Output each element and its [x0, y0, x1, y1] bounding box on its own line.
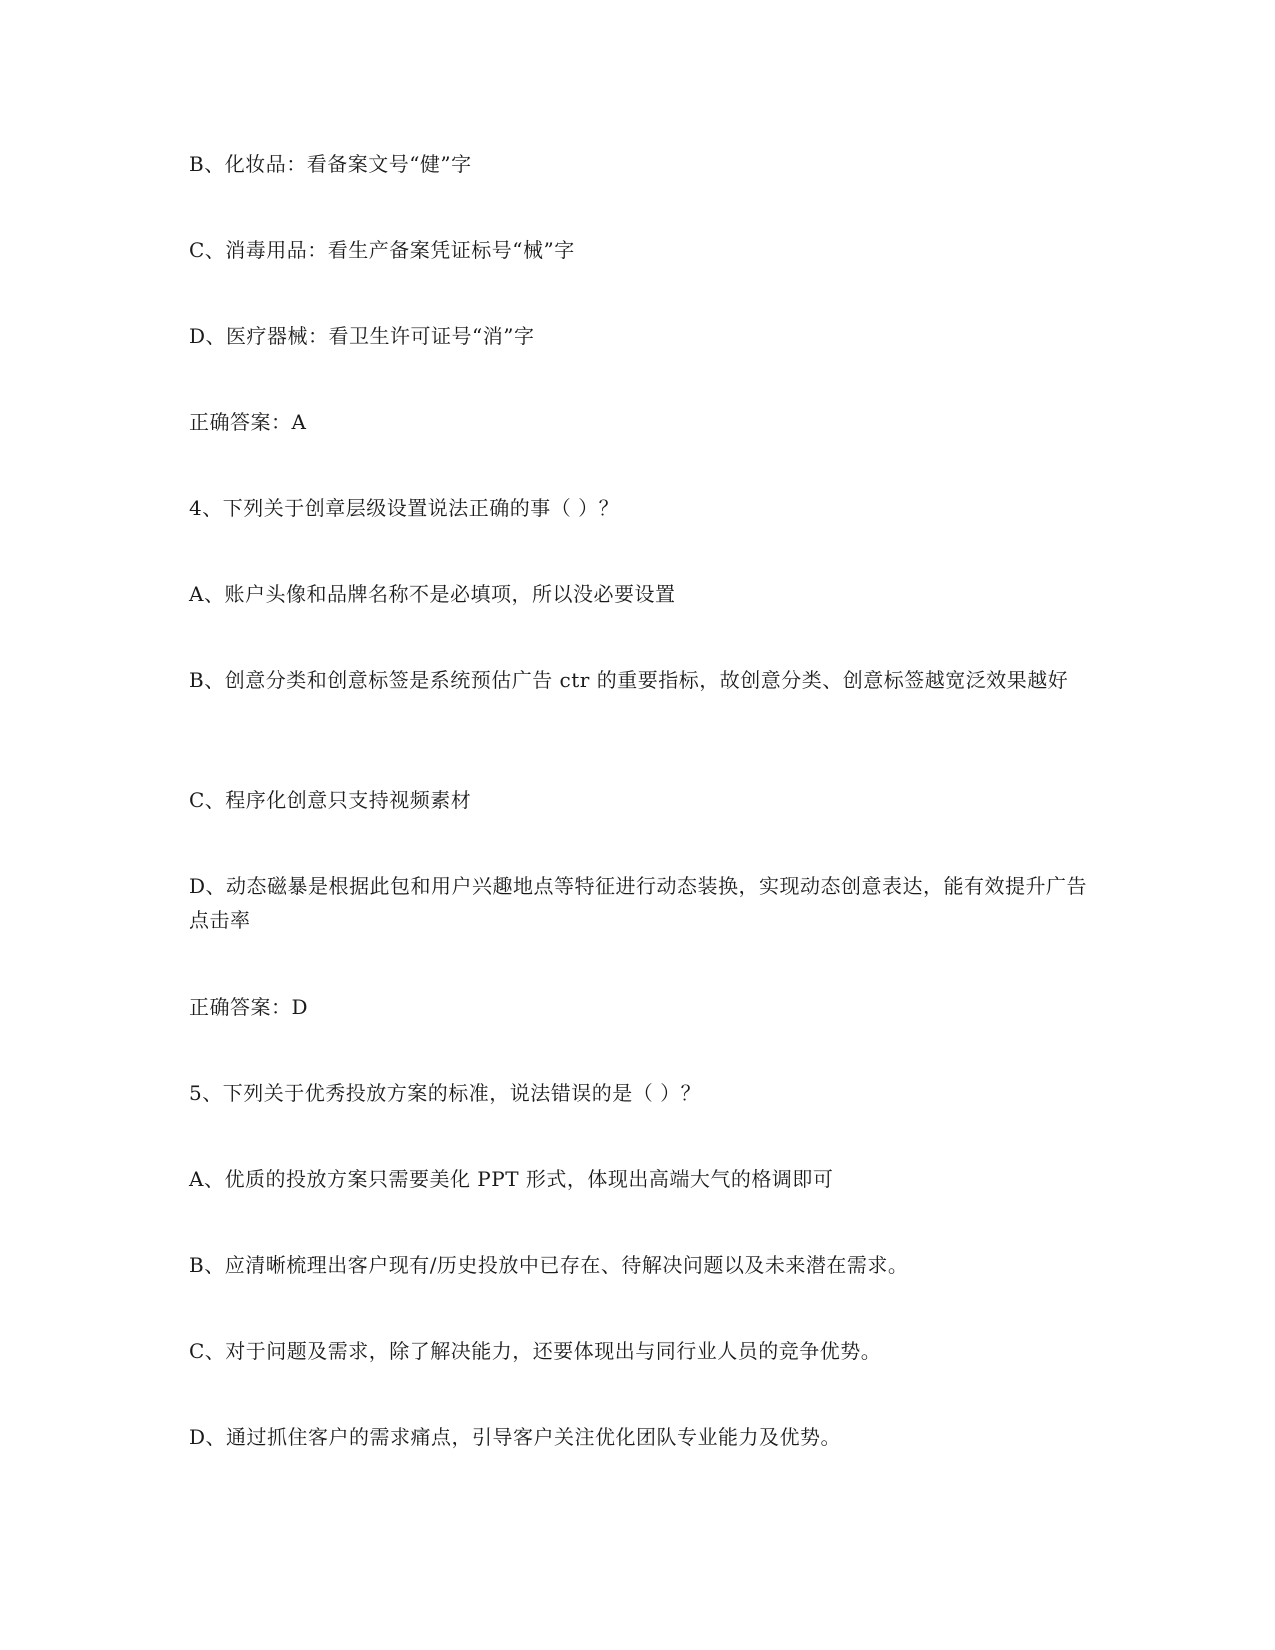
q5-option-b: B、应清晰梳理出客户现有/历史投放中已存在、待解决问题以及未来潜在需求。	[189, 1253, 909, 1277]
q5-option-c: C、对于问题及需求，除了解决能力，还要体现出与同行业人员的竞争优势。	[189, 1339, 882, 1363]
q4-option-c: C、程序化创意只支持视频素材	[189, 788, 472, 812]
option-d-medical-device: D、医疗器械：看卫生许可证号“消”字	[189, 324, 535, 348]
question-5: 5、下列关于优秀投放方案的标准，说法错误的是（ ）？	[189, 1081, 702, 1105]
answer-q4: 正确答案：D	[189, 995, 309, 1019]
q4-option-b: B、创意分类和创意标签是系统预估广告 ctr 的重要指标，故创意分类、创意标签越宽泛效果越好	[189, 668, 1069, 692]
question-4: 4、下列关于创章层级设置说法正确的事（ ）？	[189, 496, 620, 520]
answer-q3: 正确答案：A	[189, 410, 307, 434]
q4-option-a: A、账户头像和品牌名称不是必填项，所以没必要设置	[189, 582, 676, 606]
option-b-cosmetics: B、化妆品：看备案文号“健”字	[189, 152, 472, 176]
q5-option-a: A、优质的投放方案只需要美化 PPT 形式，体现出高端大气的格调即可	[189, 1167, 834, 1191]
option-c-disinfectant: C、消毒用品：看生产备案凭证标号“械”字	[189, 238, 575, 262]
q4-option-d: D、动态磁暴是根据此包和用户兴趣地点等特征进行动态装换，实现动态创意表达，能有效提升广告点击率	[189, 874, 1088, 932]
q5-option-d: D、通过抓住客户的需求痛点，引导客户关注优化团队专业能力及优势。	[189, 1425, 842, 1449]
